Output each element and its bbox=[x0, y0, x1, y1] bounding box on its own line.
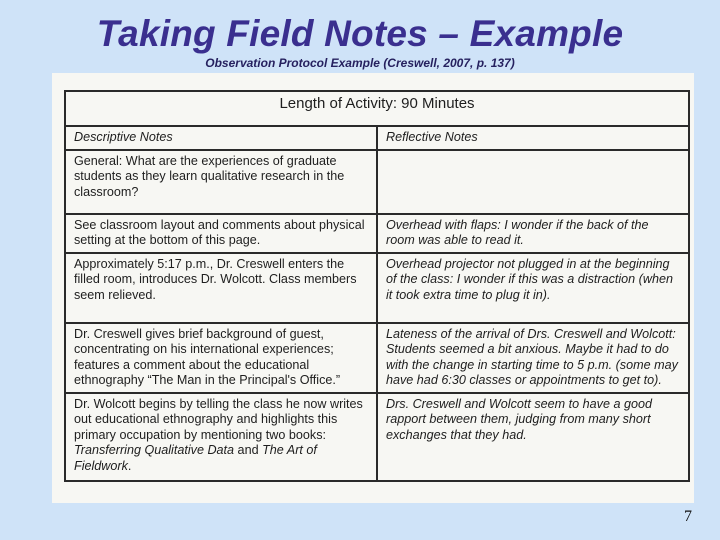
note-text: Dr. Wolcott begins by telling the class he now writes out educational ethnography and highlights this primary occupation by mentioning two books: bbox=[74, 396, 363, 442]
reflective-note: Overhead with flaps: I wonder if the back of the room was able to read it. bbox=[377, 214, 689, 253]
table-row bbox=[65, 150, 689, 214]
descriptive-note: Dr. Creswell gives brief background of guest, concentrating on his international experiences; features a comment about the educational ethnography “The Man in the Principal's Office.” bbox=[65, 323, 377, 393]
slide-subtitle: Observation Protocol Example (Creswell, 2007, p. 137) bbox=[205, 56, 515, 70]
observation-protocol-table bbox=[64, 90, 690, 482]
note-text: and bbox=[234, 443, 263, 457]
table-row bbox=[65, 323, 689, 393]
table-heading-row bbox=[65, 91, 689, 126]
reflective-note: Overhead projector not plugged in at the beginning of the class: I wonder if this was a distraction (when it took extra time to plug it in). bbox=[377, 253, 689, 323]
book-title: Transferring Qualitative Data bbox=[74, 443, 235, 457]
descriptive-note: See classroom layout and comments about physical setting at the bottom of this page. bbox=[65, 214, 377, 253]
reflective-note: Lateness of the arrival of Drs. Creswell and Wolcott: Students seemed a bit anxious. Maybe it had to do with the change in starting time to 5 p.m. (some may have had 6:30 classes or appointments to get to). bbox=[377, 323, 689, 393]
book-title: The Art of Fieldwork bbox=[74, 443, 317, 473]
slide-title: Taking Field Notes – Example bbox=[96, 13, 624, 54]
table-row bbox=[65, 214, 689, 253]
column-header-row bbox=[65, 126, 689, 150]
activity-length-heading: Length of Activity: 90 Minutes bbox=[65, 91, 689, 126]
table-row bbox=[65, 253, 689, 323]
reflective-notes-header: Reflective Notes bbox=[377, 126, 689, 150]
descriptive-notes-header: Descriptive Notes bbox=[65, 126, 377, 150]
table-row bbox=[65, 393, 689, 481]
reflective-note bbox=[377, 150, 689, 214]
observation-protocol-document bbox=[52, 73, 694, 503]
descriptive-note bbox=[65, 393, 377, 481]
reflective-note: Drs. Creswell and Wolcott seem to have a good rapport between them, judging from many short exchanges that they had. bbox=[377, 393, 689, 481]
descriptive-note: General: What are the experiences of graduate students as they learn qualitative research in the classroom? bbox=[65, 150, 377, 214]
note-text: . bbox=[127, 458, 132, 473]
page-number: 7 bbox=[684, 508, 692, 525]
descriptive-note: Approximately 5:17 p.m., Dr. Creswell enters the filled room, introduces Dr. Wolcott. Class members seem relieved. bbox=[65, 253, 377, 323]
